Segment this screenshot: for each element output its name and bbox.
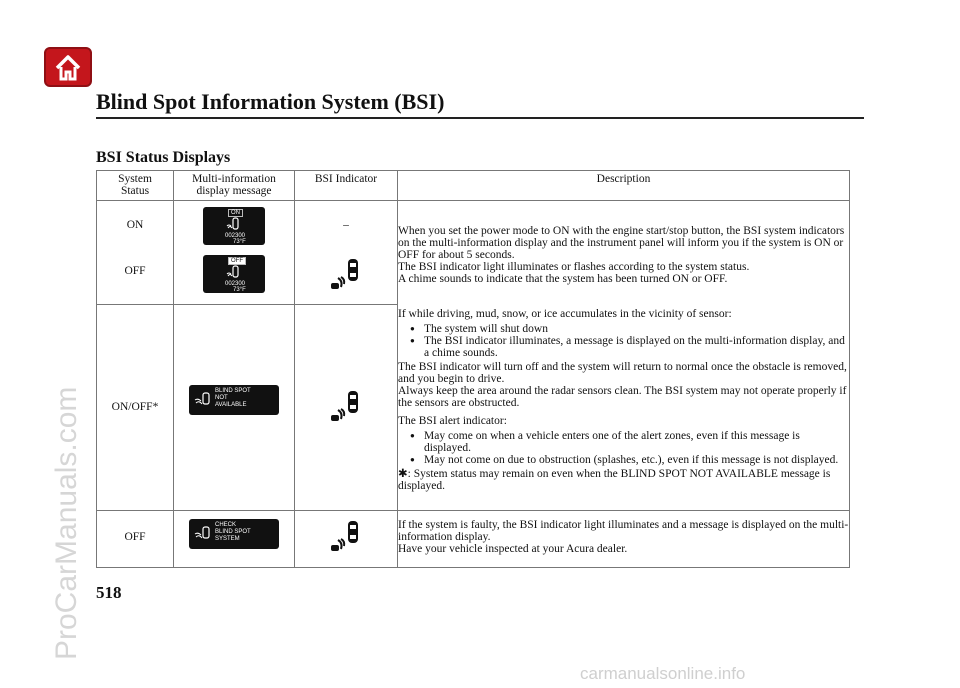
indicator-none: –: [343, 219, 349, 231]
display-cell: [174, 249, 295, 305]
odometer-readout: 002300: [225, 233, 246, 239]
status-text: ON/OFF*: [111, 401, 159, 413]
header-description: Description: [398, 171, 850, 201]
bsi-indicator-icon: [329, 519, 363, 555]
temperature-readout: 73°F: [233, 239, 246, 245]
header-system-status: System Status: [97, 171, 174, 201]
header-divider: [96, 117, 864, 119]
status-cell: [97, 249, 174, 305]
header-display-message: Multi-information display message: [174, 171, 295, 201]
description-text: A chime sounds to indicate that the system has been turned ON or OFF.: [398, 273, 728, 285]
multi-info-display: [203, 255, 265, 293]
multi-info-display: [189, 519, 279, 549]
description-text: The BSI indicator light illuminates or flashes according to the system status.: [398, 261, 750, 273]
display-cell: [174, 305, 295, 511]
header-bsi-indicator: BSI Indicator: [295, 171, 398, 201]
description-cell: [398, 201, 850, 305]
display-message: CHECK BLIND SPOT SYSTEM: [215, 522, 251, 542]
table-row: [97, 511, 850, 568]
status-cell: [97, 201, 174, 250]
description-text: Have your vehicle inspected at your Acura dealer.: [398, 543, 628, 555]
odometer-readout: 002300: [225, 281, 246, 287]
home-icon: [53, 52, 83, 82]
indicator-cell: [295, 305, 398, 511]
display-status-tag: ON: [228, 209, 243, 217]
table-row: [97, 305, 850, 511]
status-cell: [97, 305, 174, 511]
watermark-bottom: carmanualsonline.info: [580, 664, 746, 683]
car-sensor-icon: [225, 217, 241, 231]
indicator-cell: [295, 249, 398, 305]
indicator-cell: [295, 201, 398, 250]
description-text: When you set the power mode to ON with the engine start/stop button, the BSI system indicators on the multi-information display and the instrument panel will inform you if the system is ON or OFF for about 5 seconds.: [398, 225, 845, 261]
description-text: The BSI indicator will turn off and the system will return to normal once the obstacle is removed, and you begin to drive.: [398, 360, 847, 385]
list-item: ● May come on when a vehicle enters one of the alert zones, even if this message is displayed.: [424, 430, 849, 454]
status-text: OFF: [124, 265, 146, 277]
footnote: ✱: System status may remain on even when the BLIND SPOT NOT AVAILABLE message is displayed.: [398, 467, 831, 492]
condition-list: [398, 323, 849, 359]
list-item: ● The BSI indicator illuminates, a message is displayed on the multi-information display, and a chime sounds.: [424, 335, 849, 359]
page-title: Blind Spot Information System (BSI): [96, 89, 445, 114]
description-cell: [398, 305, 850, 511]
page-number: 518: [96, 583, 122, 602]
description-text: The BSI alert indicator:: [398, 414, 507, 427]
table-row: [97, 201, 850, 250]
list-item: ● The system will shut down: [424, 323, 849, 335]
description-text: Always keep the area around the radar sensors clean. The BSI system may not operate properly if the sensors are obstructed.: [398, 384, 847, 409]
car-sensor-icon: [193, 392, 211, 406]
multi-info-display: [203, 207, 265, 245]
display-cell: [174, 511, 295, 568]
display-cell: [174, 201, 295, 250]
table-header-row: [97, 171, 850, 201]
status-text: OFF: [124, 531, 146, 543]
description-cell: [398, 511, 850, 568]
bsi-status-table: [96, 170, 850, 568]
display-status-tag: OFF: [228, 257, 246, 265]
description-text: If the system is faulty, the BSI indicator light illuminates and a message is displayed on the multi-information display.: [398, 519, 849, 543]
multi-info-display: [189, 385, 279, 415]
status-cell: [97, 511, 174, 568]
alert-list: [398, 430, 849, 466]
home-button[interactable]: [44, 47, 92, 87]
car-sensor-icon: [193, 526, 211, 540]
description-text: If while driving, mud, snow, or ice accumulates in the vicinity of sensor:: [398, 307, 732, 320]
status-text: ON: [126, 219, 144, 231]
car-sensor-icon: [225, 265, 241, 279]
bsi-indicator-icon: [329, 389, 363, 425]
temperature-readout: 73°F: [233, 287, 246, 293]
display-message: BLIND SPOT NOT AVAILABLE: [215, 388, 251, 408]
indicator-cell: [295, 511, 398, 568]
section-title: BSI Status Displays: [96, 149, 231, 166]
list-item: ● May not come on due to obstruction (splashes, etc.), even if this message is not displayed.: [424, 454, 849, 466]
watermark-left: ProCarManuals.com: [50, 386, 83, 660]
bsi-indicator-icon: [329, 257, 363, 293]
